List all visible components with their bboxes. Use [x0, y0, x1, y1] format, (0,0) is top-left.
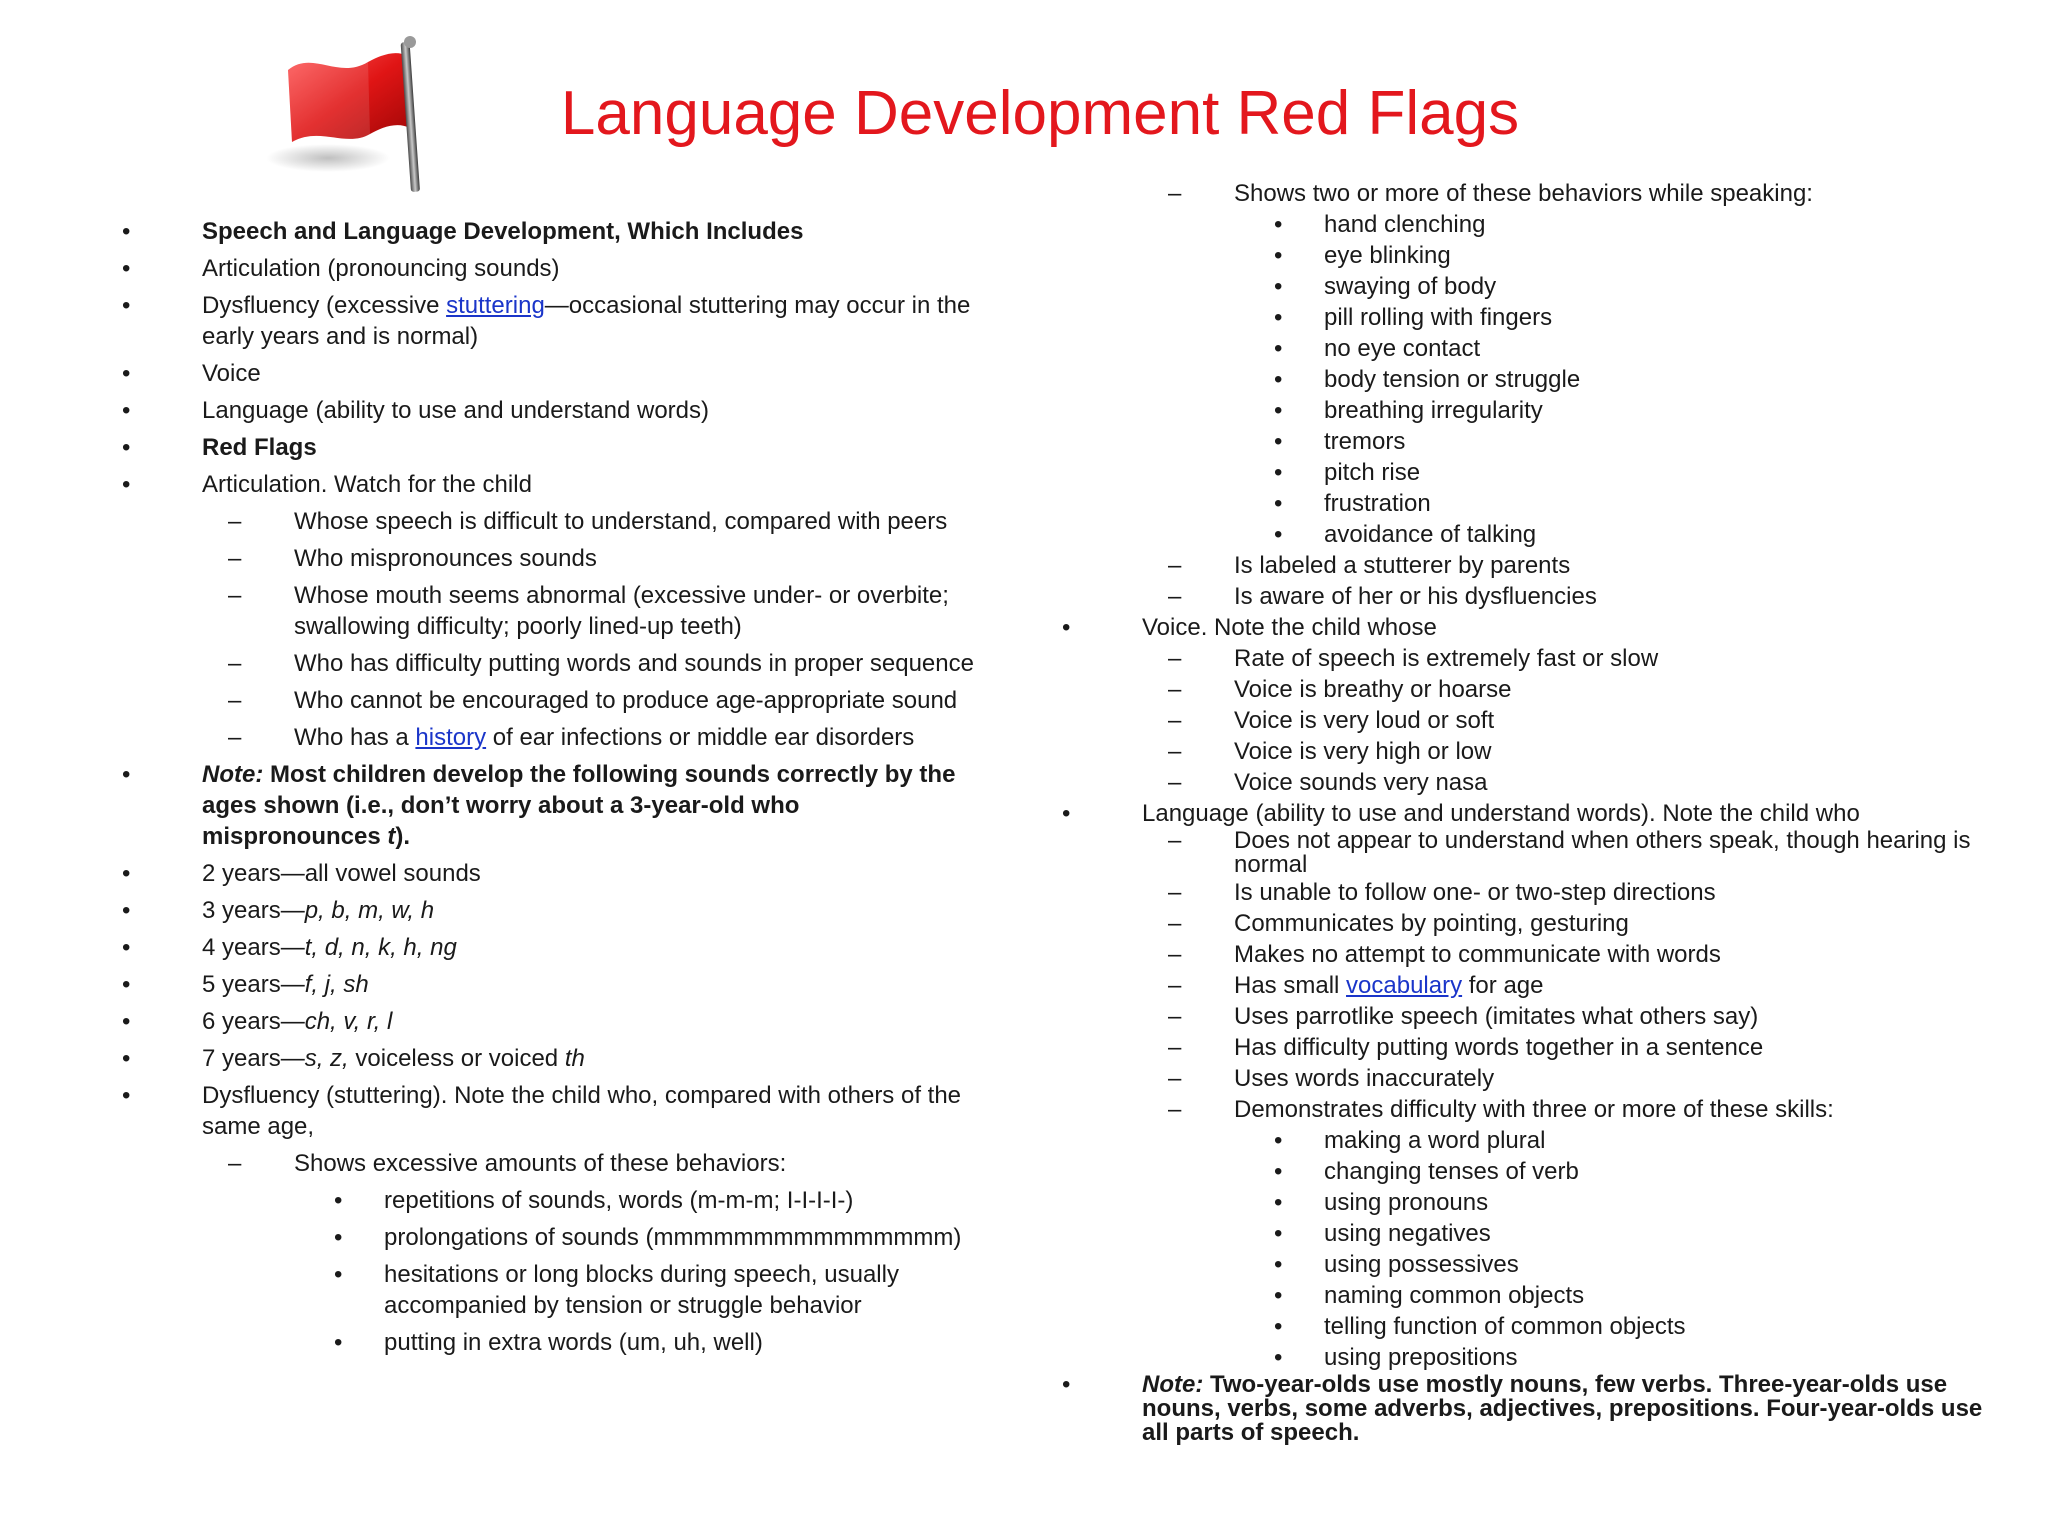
bullet-icon: • [1274, 1251, 1283, 1278]
list-item: • Language (ability to use and understand words) [122, 397, 709, 424]
bullet-icon: • [1062, 1371, 1071, 1398]
bullet-icon: • [1274, 304, 1283, 331]
list-item: • Note: Most children develop the following sounds correctly by the ages shown (i.e., don’t worry about a 3-year-old who mispronounces t). [122, 761, 956, 850]
list-item: • 3 years—p, b, m, w, h [122, 897, 435, 924]
list-item: • 7 years—s, z, voiceless or voiced th [122, 1045, 585, 1072]
bullet-icon: • [1274, 397, 1283, 424]
list-item: – Who has a history of ear infections or middle ear disorders [228, 724, 915, 751]
list-item: • body tension or struggle [1274, 366, 1581, 393]
list-item: • breathing irregularity [1274, 397, 1543, 424]
dash-icon: – [228, 724, 242, 751]
dash-icon: – [1168, 583, 1182, 610]
list-item: • using prepositions [1274, 1344, 1518, 1371]
list-item: • pitch rise [1274, 459, 1421, 486]
dash-icon: – [1168, 1003, 1182, 1030]
list-item: • Dysfluency (stuttering). Note the child who, compared with others of the same age, [122, 1082, 962, 1140]
list-item: • prolongations of sounds (mmmmmmmmmmmmmmm) [334, 1224, 962, 1251]
bullet-icon: • [1274, 1158, 1283, 1185]
dash-icon: – [1168, 645, 1182, 672]
list-item: • telling function of common objects [1274, 1313, 1686, 1340]
bullet-icon: • [334, 1261, 343, 1288]
list-item: • Articulation (pronouncing sounds) [122, 255, 560, 282]
bullet-icon: • [1274, 335, 1283, 362]
dash-icon: – [1168, 941, 1182, 968]
list-item: • avoidance of talking [1274, 521, 1537, 548]
stuttering-link[interactable]: stuttering [446, 292, 545, 319]
list-item: • 5 years—f, j, sh [122, 971, 369, 998]
dash-icon: – [228, 582, 242, 609]
list-item: – Voice is very loud or soft [1168, 707, 1495, 734]
list-item: • 6 years—ch, v, r, l [122, 1008, 393, 1035]
list-item: • changing tenses of verb [1274, 1158, 1579, 1185]
list-item: – Has small vocabulary for age [1168, 972, 1544, 999]
list-item: – Communicates by pointing, gesturing [1168, 910, 1629, 937]
bullet-icon: • [1274, 1344, 1283, 1371]
list-item: • Voice [122, 360, 261, 387]
list-item: – Is aware of her or his dysfluencies [1168, 583, 1597, 610]
bullet-icon: • [334, 1224, 343, 1251]
list-item: • putting in extra words (um, uh, well) [334, 1329, 763, 1356]
bullet-icon: • [1274, 273, 1283, 300]
list-item: – Uses words inaccurately [1168, 1065, 1495, 1092]
bullet-icon: • [334, 1329, 343, 1356]
bullet-icon: • [122, 397, 131, 424]
history-link[interactable]: history [415, 724, 487, 751]
bullet-icon: • [1274, 1282, 1283, 1309]
bullet-icon: • [1062, 614, 1071, 641]
list-item: • 4 years—t, d, n, k, h, ng [122, 934, 457, 961]
bullet-icon: • [334, 1187, 343, 1214]
list-item: • Voice. Note the child whose [1062, 614, 1437, 641]
dash-icon: – [1168, 1065, 1182, 1092]
dash-icon: – [1168, 827, 1182, 854]
list-item: – Whose speech is difficult to understand, compared with peers [228, 508, 948, 535]
list-item: • Articulation. Watch for the child [122, 471, 532, 498]
list-item: – Demonstrates difficulty with three or more of these skills: [1168, 1096, 1834, 1123]
dash-icon: – [1168, 879, 1182, 906]
list-item: – Has difficulty putting words together in a sentence [1168, 1034, 1764, 1061]
bullet-icon: • [122, 360, 131, 387]
list-item: – Whose mouth seems abnormal (excessive under- or overbite; swallowing difficulty; poorly lined-up teeth) [228, 582, 949, 640]
bullet-icon: • [122, 1082, 131, 1109]
dash-icon: – [1168, 676, 1182, 703]
bullet-icon: • [122, 471, 131, 498]
bullet-icon: • [122, 761, 131, 788]
list-item: • naming common objects [1274, 1282, 1585, 1309]
bullet-icon: • [1274, 1220, 1283, 1247]
dash-icon: – [228, 650, 242, 677]
bullet-icon: • [122, 897, 131, 924]
bullet-icon: • [122, 292, 131, 319]
bullet-icon: • [1274, 366, 1283, 393]
list-item: – Rate of speech is extremely fast or slow [1168, 645, 1659, 672]
list-item: – Uses parrotlike speech (imitates what others say) [1168, 1003, 1759, 1030]
bullet-icon: • [1274, 428, 1283, 455]
list-item: • Note: Two-year-olds use mostly nouns, few verbs. Three-year-olds use nouns, verbs, some adverbs, adjectives, prepositions. Four-year-olds use all parts of speech. [1062, 1371, 1983, 1446]
list-item: – Does not appear to understand when others speak, though hearing is normal [1168, 827, 1971, 878]
list-item: • no eye contact [1274, 335, 1481, 362]
list-item: • repetitions of sounds, words (m-m-m; I-I-I-I-) [334, 1187, 854, 1214]
left-column [120, 216, 980, 1364]
list-item: • using pronouns [1274, 1189, 1489, 1216]
bullet-icon: • [1274, 1127, 1283, 1154]
list-item: • Red Flags [122, 434, 317, 461]
dash-icon: – [1168, 180, 1182, 207]
bullet-icon: • [1274, 521, 1283, 548]
list-item: • pill rolling with fingers [1274, 304, 1553, 331]
bullet-icon: • [1274, 490, 1283, 517]
list-item: • tremors [1274, 428, 1406, 455]
list-item: • 2 years—all vowel sounds [122, 860, 481, 887]
list-item: • using negatives [1274, 1220, 1491, 1247]
bullet-icon: • [122, 1045, 131, 1072]
bullet-icon: • [122, 971, 131, 998]
dash-icon: – [1168, 1096, 1182, 1123]
red-flag-icon [258, 30, 458, 200]
dash-icon: – [1168, 972, 1182, 999]
list-item: – Voice sounds very nasa [1168, 769, 1488, 796]
bullet-icon: • [122, 1008, 131, 1035]
dash-icon: – [1168, 910, 1182, 937]
bullet-icon: • [122, 860, 131, 887]
list-item: • making a word plural [1274, 1127, 1546, 1154]
list-item: • Speech and Language Development, Which Includes [122, 218, 804, 245]
dash-icon: – [228, 1150, 242, 1177]
vocabulary-link[interactable]: vocabulary [1346, 972, 1463, 999]
list-item: • Dysfluency (excessive stuttering—occasional stuttering may occur in the early years and is normal) [122, 292, 971, 350]
bullet-icon: • [122, 255, 131, 282]
bullet-icon: • [122, 218, 131, 245]
bullet-icon: • [1062, 800, 1071, 827]
bullet-icon: • [1274, 1189, 1283, 1216]
dash-icon: – [228, 508, 242, 535]
dash-icon: – [228, 545, 242, 572]
bullet-icon: • [1274, 242, 1283, 269]
list-item: – Shows two or more of these behaviors while speaking: [1168, 180, 1813, 207]
list-item: • using possessives [1274, 1251, 1519, 1278]
right-column [1060, 178, 2000, 1445]
list-item: • eye blinking [1274, 242, 1451, 269]
list-item: – Voice is very high or low [1168, 738, 1492, 765]
dash-icon: – [1168, 552, 1182, 579]
list-item: • swaying of body [1274, 273, 1497, 300]
bullet-icon: • [1274, 459, 1283, 486]
list-item: – Who mispronounces sounds [228, 545, 597, 572]
bullet-icon: • [1274, 211, 1283, 238]
list-item: – Is labeled a stutterer by parents [1168, 552, 1571, 579]
list-item: • frustration [1274, 490, 1431, 517]
dash-icon: – [1168, 1034, 1182, 1061]
dash-icon: – [1168, 769, 1182, 796]
bullet-icon: • [122, 434, 131, 461]
list-item: – Who cannot be encouraged to produce age-appropriate sound [228, 687, 958, 714]
list-item: • hand clenching [1274, 211, 1486, 238]
dash-icon: – [1168, 738, 1182, 765]
list-item: • Language (ability to use and understand words). Note the child who [1062, 800, 1860, 827]
page-title: Language Development Red Flags [560, 79, 1520, 148]
bullet-icon: • [1274, 1313, 1283, 1340]
list-item: – Voice is breathy or hoarse [1168, 676, 1512, 703]
list-item: • hesitations or long blocks during speech, usually accompanied by tension or struggle behavior [334, 1261, 899, 1319]
list-item: – Is unable to follow one- or two-step directions [1168, 879, 1716, 906]
dash-icon: – [1168, 707, 1182, 734]
list-item: – Who has difficulty putting words and sounds in proper sequence [228, 650, 974, 677]
dash-icon: – [228, 687, 242, 714]
list-item: – Makes no attempt to communicate with words [1168, 941, 1721, 968]
list-item: – Shows excessive amounts of these behaviors: [228, 1150, 787, 1177]
bullet-icon: • [122, 934, 131, 961]
